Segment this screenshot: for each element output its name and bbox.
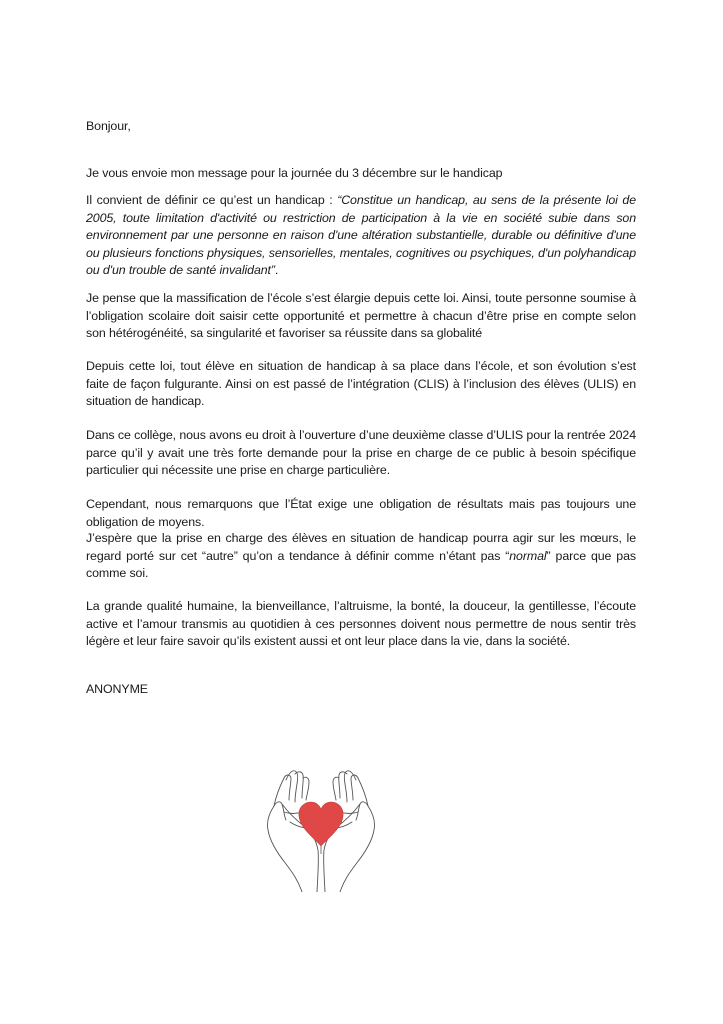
heart-shape	[299, 802, 343, 846]
evolution-paragraph: Depuis cette loi, tout élève en situation de handicap à sa place dans l’école, et son évolution s’est faite de façon fulgurante. Ainsi on est passé de l’intégration (CLIS) à l’inclusion des élèves (ULIS) en situation de handicap.	[86, 359, 636, 408]
hands-holding-heart-icon	[262, 768, 380, 892]
definition-quote: “Constitue un handicap, au sens de la présente loi de 2005, toute limitation d'activité ou restriction de participation à la vie en société subie dans son environnement par une personne en raison d'une altération substantielle, durable ou définitive d'une ou plusieurs fonctions physiques, sensorielles, mentales, cognitives ou psychiques, d'un polyhandicap ou d'un trouble de santé invalidant”	[86, 193, 636, 277]
regard-paragraph	[86, 530, 636, 583]
college-paragraph: Dans ce collège, nous avons eu droit à l’ouverture d’une deuxième classe d’ULIS pour la rentrée 2024 parce qu’il y avait une très forte demande pour la prise en charge de ce public à besoin spécifique particulier qui nécessite une prise en charge particulière.	[86, 428, 636, 477]
intro-paragraph: Je vous envoie mon message pour la journée du 3 décembre sur le handicap	[86, 166, 503, 180]
definition-paragraph	[86, 192, 636, 280]
regard-before: J’espère que la prise en charge des élèves en situation de handicap pourra agir sur les mœurs, le regard porté sur cet “autre” qu’on a tendance à définir comme n’étant pas “	[86, 531, 636, 563]
massification-paragraph: Je pense que la massification de l’école s’est élargie depuis cette loi. Ainsi, toute personne soumise à l’obligation scolaire doit saisir cette opportunité et permettre à chacun d’être prise en compte selon son hétérogénéité, sa singularité et favoriser sa réussite dans sa globalité	[86, 291, 636, 340]
definition-tail: .	[274, 263, 279, 277]
qualites-paragraph: La grande qualité humaine, la bienveillance, l’altruisme, la bonté, la douceur, la gentillesse, l’écoute active et l’amour transmis au quotidien à ces personnes doivent nous permettre de nous sentir très légère et leur faire savoir qu’ils existent aussi et ont leur place dans la vie, dans la société.	[86, 599, 636, 648]
signature: ANONYME	[86, 682, 148, 696]
definition-lead: Il convient de définir ce qu’est un handicap :	[86, 193, 338, 207]
etat-paragraph: Cependant, nous remarquons que l’État exige une obligation de résultats mais pas toujours une obligation de moyens.	[86, 497, 636, 529]
regard-after: ” parce que pas comme soi.	[86, 548, 636, 580]
regard-italic: normal	[509, 548, 547, 563]
greeting: Bonjour,	[86, 119, 131, 133]
